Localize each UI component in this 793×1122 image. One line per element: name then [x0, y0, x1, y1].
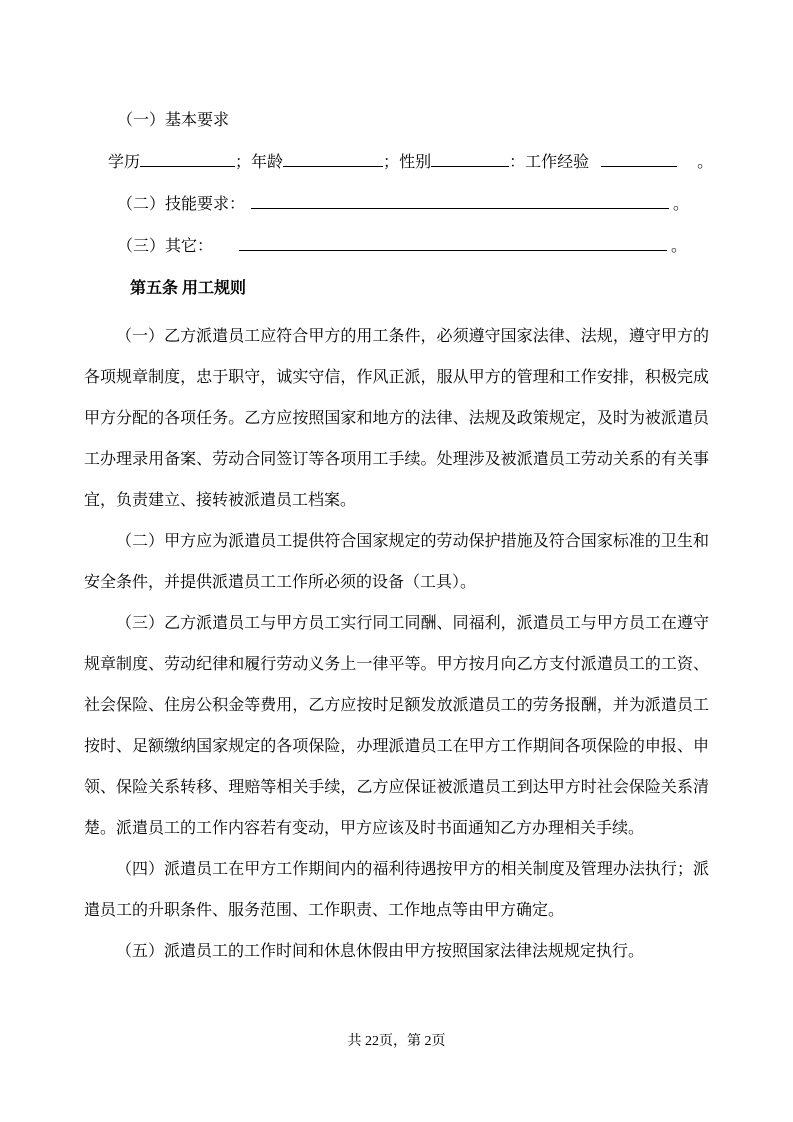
gender-blank-field	[431, 153, 509, 167]
other-blank-field	[239, 237, 667, 251]
age-label: 年龄	[251, 154, 284, 171]
other-requirement-label: （三）其它：	[117, 238, 214, 255]
article-5-title: 第五条 用工规则	[130, 280, 247, 297]
sentence-end: 。	[697, 154, 714, 171]
article-5-paragraph-5: （五）派遣员工的工作时间和休息休假由甲方按照国家法律法规规定执行。	[116, 943, 645, 960]
experience-label: 工作经验	[525, 154, 590, 171]
gender-label: 性别	[399, 154, 432, 171]
sentence-end: 。	[671, 238, 688, 255]
separator: ：	[509, 154, 526, 171]
article-5-paragraph-2: （二）甲方应为派遣员工提供符合国家规定的劳动保护措施及符合国家标准的卫生和安全条件，并提供派遣员工工作所必须的设备（工具）。	[84, 533, 709, 591]
article-5-paragraph-3: （三）乙方派遣员工与甲方员工实行同工同酬、同福利，派遣员工与甲方员工在遵守规章制度、劳动纪律和履行劳动义务上一律平等。甲方按月向乙方支付派遣员工的工资、社会保险、住房公积金等费用，乙方应按时足额发放派遣员工的劳务报酬，并为派遣员工按时、足额缴纳国家规定的各项保险，办理派遣员工在甲方工作期间各项保险的申报、申领、保险关系转移、理赔等相关手续，乙方应保证被派遣员工到达甲方时社会保险关系清楚。派遣员工的工作内容若有变动，甲方应该及时书面通知乙方办理相关手续。	[84, 615, 709, 837]
article-5-body	[84, 316, 709, 972]
sentence-end: 。	[673, 196, 690, 213]
basic-requirements-heading: （一）基本要求	[117, 112, 230, 129]
education-blank-field	[140, 153, 235, 167]
skill-requirement-label: （二）技能要求：	[117, 196, 246, 213]
basic-requirements-fields	[84, 142, 714, 184]
article-5-paragraph-4: （四）派遣员工在甲方工作期间内的福利待遇按甲方的相关制度及管理办法执行；派遣员工的升职条件、服务范围、工作职责、工作地点等由甲方确定。	[84, 861, 709, 919]
separator: ；	[235, 154, 252, 171]
page-footer: 共 22页，第 2页	[347, 1034, 446, 1049]
experience-blank-field	[601, 153, 677, 167]
age-blank-field	[283, 153, 383, 167]
skill-requirement-line	[84, 184, 709, 226]
other-requirement-line	[84, 226, 709, 268]
separator: ；	[383, 154, 400, 171]
education-label: 学历	[108, 154, 141, 171]
page-content	[84, 0, 714, 972]
basic-requirements-section	[84, 0, 714, 268]
article-5-paragraph-1: （一）乙方派遣员工应符合甲方的用工条件，必须遵守国家法律、法规，遵守甲方的各项规章制度，忠于职守，诚实守信，作风正派，服从甲方的管理和工作安排，积极完成甲方分配的各项任务。乙方应按照国家和地方的法律、法规及政策规定，及时为被派遣员工办理录用备案、劳动合同签订等各项用工手续。处理涉及被派遣员工劳动关系的有关事宜，负责建立、接转被派遣员工档案。	[84, 328, 709, 509]
skill-blank-field	[251, 195, 669, 209]
